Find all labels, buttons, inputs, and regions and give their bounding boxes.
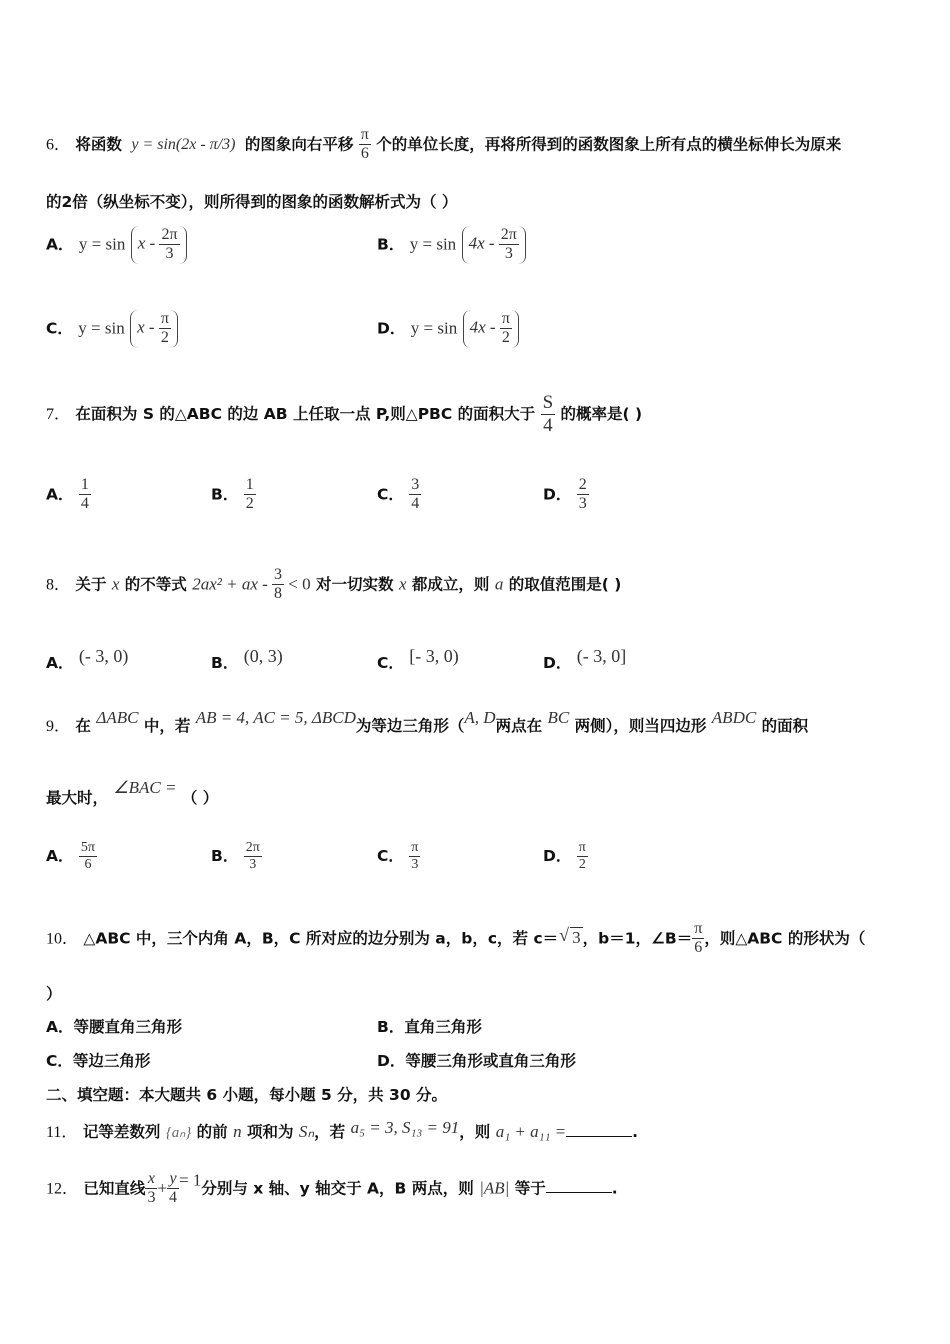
q11-answer-blank[interactable] [566,1122,632,1137]
q8-option-b[interactable]: B． (0, 3) [211,646,283,672]
q12-x-fraction: $\frac{x}{3}$ [147,1170,156,1207]
q6-option-d[interactable]: D． y = sin 4x - $\frac{\pi}{2}$ [377,310,519,348]
section-heading: 二、填空题：本大题共 6 小题，每小题 5 分，共 30 分。 [46,1086,448,1104]
q8-number: 8． [46,576,71,594]
q8-option-a[interactable]: A． (- 3, 0) [46,646,129,672]
q7-option-b[interactable]: B． $\frac{1}{2}$ [211,476,254,513]
q6-shift-fraction: $\frac{\pi}{6}$ [360,126,369,163]
q9-angle: ∠BAC = [113,778,177,797]
q7-line1 [46,392,642,437]
q6-line1 [46,126,841,164]
q9-option-c[interactable]: C． $\frac{\pi}{3}$ [377,840,419,873]
q12-number: 12． [46,1180,79,1198]
q7-option-a[interactable]: A． $\frac{1}{4}$ [46,476,89,513]
q11-condition: a₅ = 3, S₁₃ = 91 [350,1118,460,1137]
q10-option-a[interactable]: A．等腰直角三角形 [46,1018,183,1036]
q11-line1: 11． 记等差数列 {aₙ} 的前 n 项和为 Sₙ，若 a₅ = 3, S₁₃ = 91，则 a₁ + a₁₁ = . [46,1118,639,1141]
q10-line1: 10． △ABC 中，三个内角 A，B，C 所对应的边分别为 a，b，c，若 c＝√ 3 ，b＝1，∠B＝ $\frac{\pi}{6}$ ，则△ABC 的形状为（ [46,920,865,958]
q6-line2: 的2倍（纵坐标不变），则所得到的图象的函数解析式为（ ） [46,193,458,211]
q9-option-b[interactable]: B． $\frac{2\pi}{3}$ [211,840,260,873]
q6-number: 6． [46,136,71,154]
q10-option-c[interactable]: C．等边三角形 [46,1052,151,1070]
q11-number: 11． [46,1124,78,1141]
q7-number: 7． [46,405,71,423]
q10-option-d[interactable]: D．等腰三角形或直角三角形 [377,1052,576,1070]
q6-text-a: 将函数 [75,135,122,154]
q9-option-d[interactable]: D． $\frac{\pi}{2}$ [543,840,586,873]
q7-option-d[interactable]: D． $\frac{2}{3}$ [543,476,587,513]
q8-formula: 2ax² + ax - [192,574,273,594]
q7-text-b: 的概率是( ) [560,404,643,423]
q11-expression: a₁ + a₁₁ = [495,1122,567,1141]
q9-line2: 最大时， ∠BAC = （ ） [46,778,219,807]
q6-option-b[interactable]: B． y = sin 4x - $\frac{2\pi}{3}$ [377,226,526,264]
q6-text-b: 的图象向右平移 [244,135,354,154]
q7-fraction: $\frac{S}{4}$ [542,392,554,436]
q8-option-d[interactable]: D． (- 3, 0] [543,646,627,672]
q12-y-fraction: $\frac{y}{4}$ [169,1170,178,1207]
q9-line1: 9． 在 ΔABC 中，若 AB = 4, AC = 5, ΔBCD为等边三角形（A, D两点在 BC 两侧），则当四边形 ABDC 的面积 [46,708,809,735]
q8-line1: 8． 关于 x 的不等式 2ax² + ax - $\frac{3}{8}$ < 0 对一切实数 x 都成立，则 a 的取值范围是( ) [46,566,622,603]
q9-number: 9． [46,718,71,735]
q8-fraction: $\frac{3}{8}$ [274,566,283,603]
q12-line1: 12． 已知直线 $\frac{x}{3}$ + $\frac{y}{4}$ = 1分别与 x 轴、y 轴交于 A，B 两点，则 |AB| 等于 . [46,1170,618,1207]
q10-sqrt: √ 3 [570,927,583,948]
q9-condition: AB = 4, AC = 5, ΔBCD [195,708,356,727]
q6-text-c: 个的单位长度，再将所得到的函数图象上所有点的横坐标伸长为原来 [376,135,842,154]
q12-answer-blank[interactable] [546,1178,612,1193]
q10-line2: ） [46,985,62,1003]
q7-option-c[interactable]: C． $\frac{3}{4}$ [377,476,420,513]
q6-formula: y = sin(2x - π/3) [131,135,236,153]
q6-option-a[interactable]: A． y = sin x - $\frac{2\pi}{3}$ [46,226,187,264]
q10-fraction: $\frac{\pi}{6}$ [694,920,703,957]
q7-text-a: 在面积为 S 的△ABC 的边 AB 上任取一点 P,则△PBC 的面积大于 [75,404,536,423]
q9-option-a[interactable]: A． $\frac{5\pi}{6}$ [46,840,95,873]
q8-option-c[interactable]: C． [- 3, 0) [377,646,459,672]
q6-option-c[interactable]: C． y = sin x - $\frac{\pi}{2}$ [46,310,178,348]
q10-option-b[interactable]: B．直角三角形 [377,1018,482,1036]
q10-number: 10． [46,930,79,948]
q12-abs: |AB| [479,1178,510,1198]
